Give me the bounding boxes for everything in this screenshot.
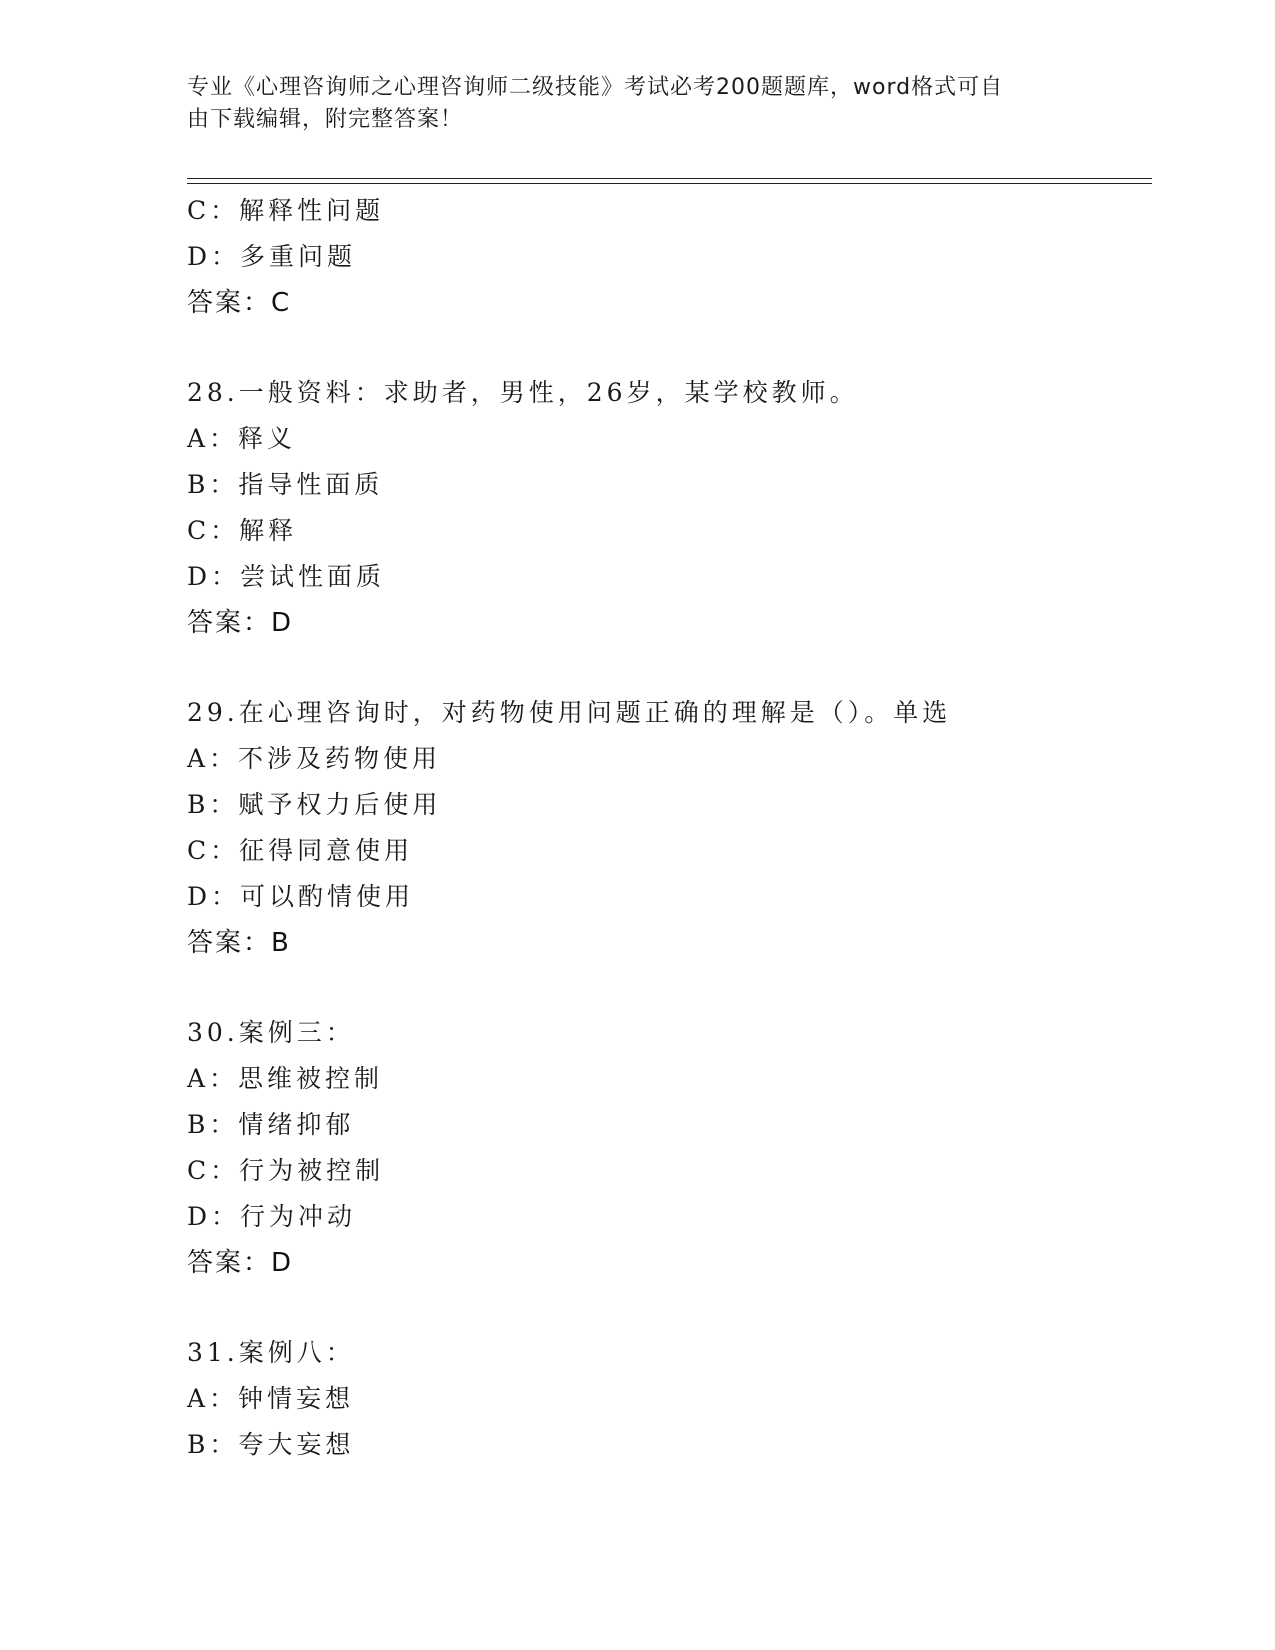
header-line-1: 专业《心理咨询师之心理咨询师二级技能》考试必考200题题库，word格式可自 [187,75,1004,100]
option-c: C：征得同意使用 [187,836,414,865]
option-b: B：指导性面质 [187,470,384,499]
question-29 [187,690,1147,966]
option-d: D：行为冲动 [187,1202,357,1231]
header-divider-top [187,178,1152,179]
question-stem: 30.案例三： [187,1018,355,1047]
option-a: A：释义 [187,424,297,453]
option-b: B：情绪抑郁 [187,1110,355,1139]
question-list [187,188,1147,1512]
option-b: B：赋予权力后使用 [187,790,442,819]
option-a: A：钟情妄想 [187,1384,355,1413]
option-d: D：可以酌情使用 [187,882,415,911]
option-c: C：解释性问题 [187,196,385,225]
option-c: C：解释 [187,516,298,545]
question-30 [187,1010,1147,1286]
option-c: C：行为被控制 [187,1156,385,1185]
answer: 答案：D [187,1248,294,1278]
option-d: D：多重问题 [187,242,357,271]
question-27-fragment [187,188,1147,326]
answer: 答案：D [187,608,294,638]
question-stem: 31.案例八： [187,1338,355,1367]
question-stem: 29.在心理咨询时，对药物使用问题正确的理解是（）。单选 [187,698,952,727]
question-stem: 28.一般资料：求助者，男性，26岁，某学校教师。 [187,378,859,407]
document-header [187,72,1067,136]
header-divider-bottom [187,183,1152,184]
question-31 [187,1330,1147,1468]
option-a: A：思维被控制 [187,1064,384,1093]
question-28 [187,370,1147,646]
header-line-2: 由下载编辑，附完整答案！ [187,107,464,132]
answer: 答案：C [187,288,292,318]
option-a: A：不涉及药物使用 [187,744,442,773]
option-b: B：夸大妄想 [187,1430,355,1459]
option-d: D：尝试性面质 [187,562,386,591]
answer: 答案：B [187,928,291,958]
